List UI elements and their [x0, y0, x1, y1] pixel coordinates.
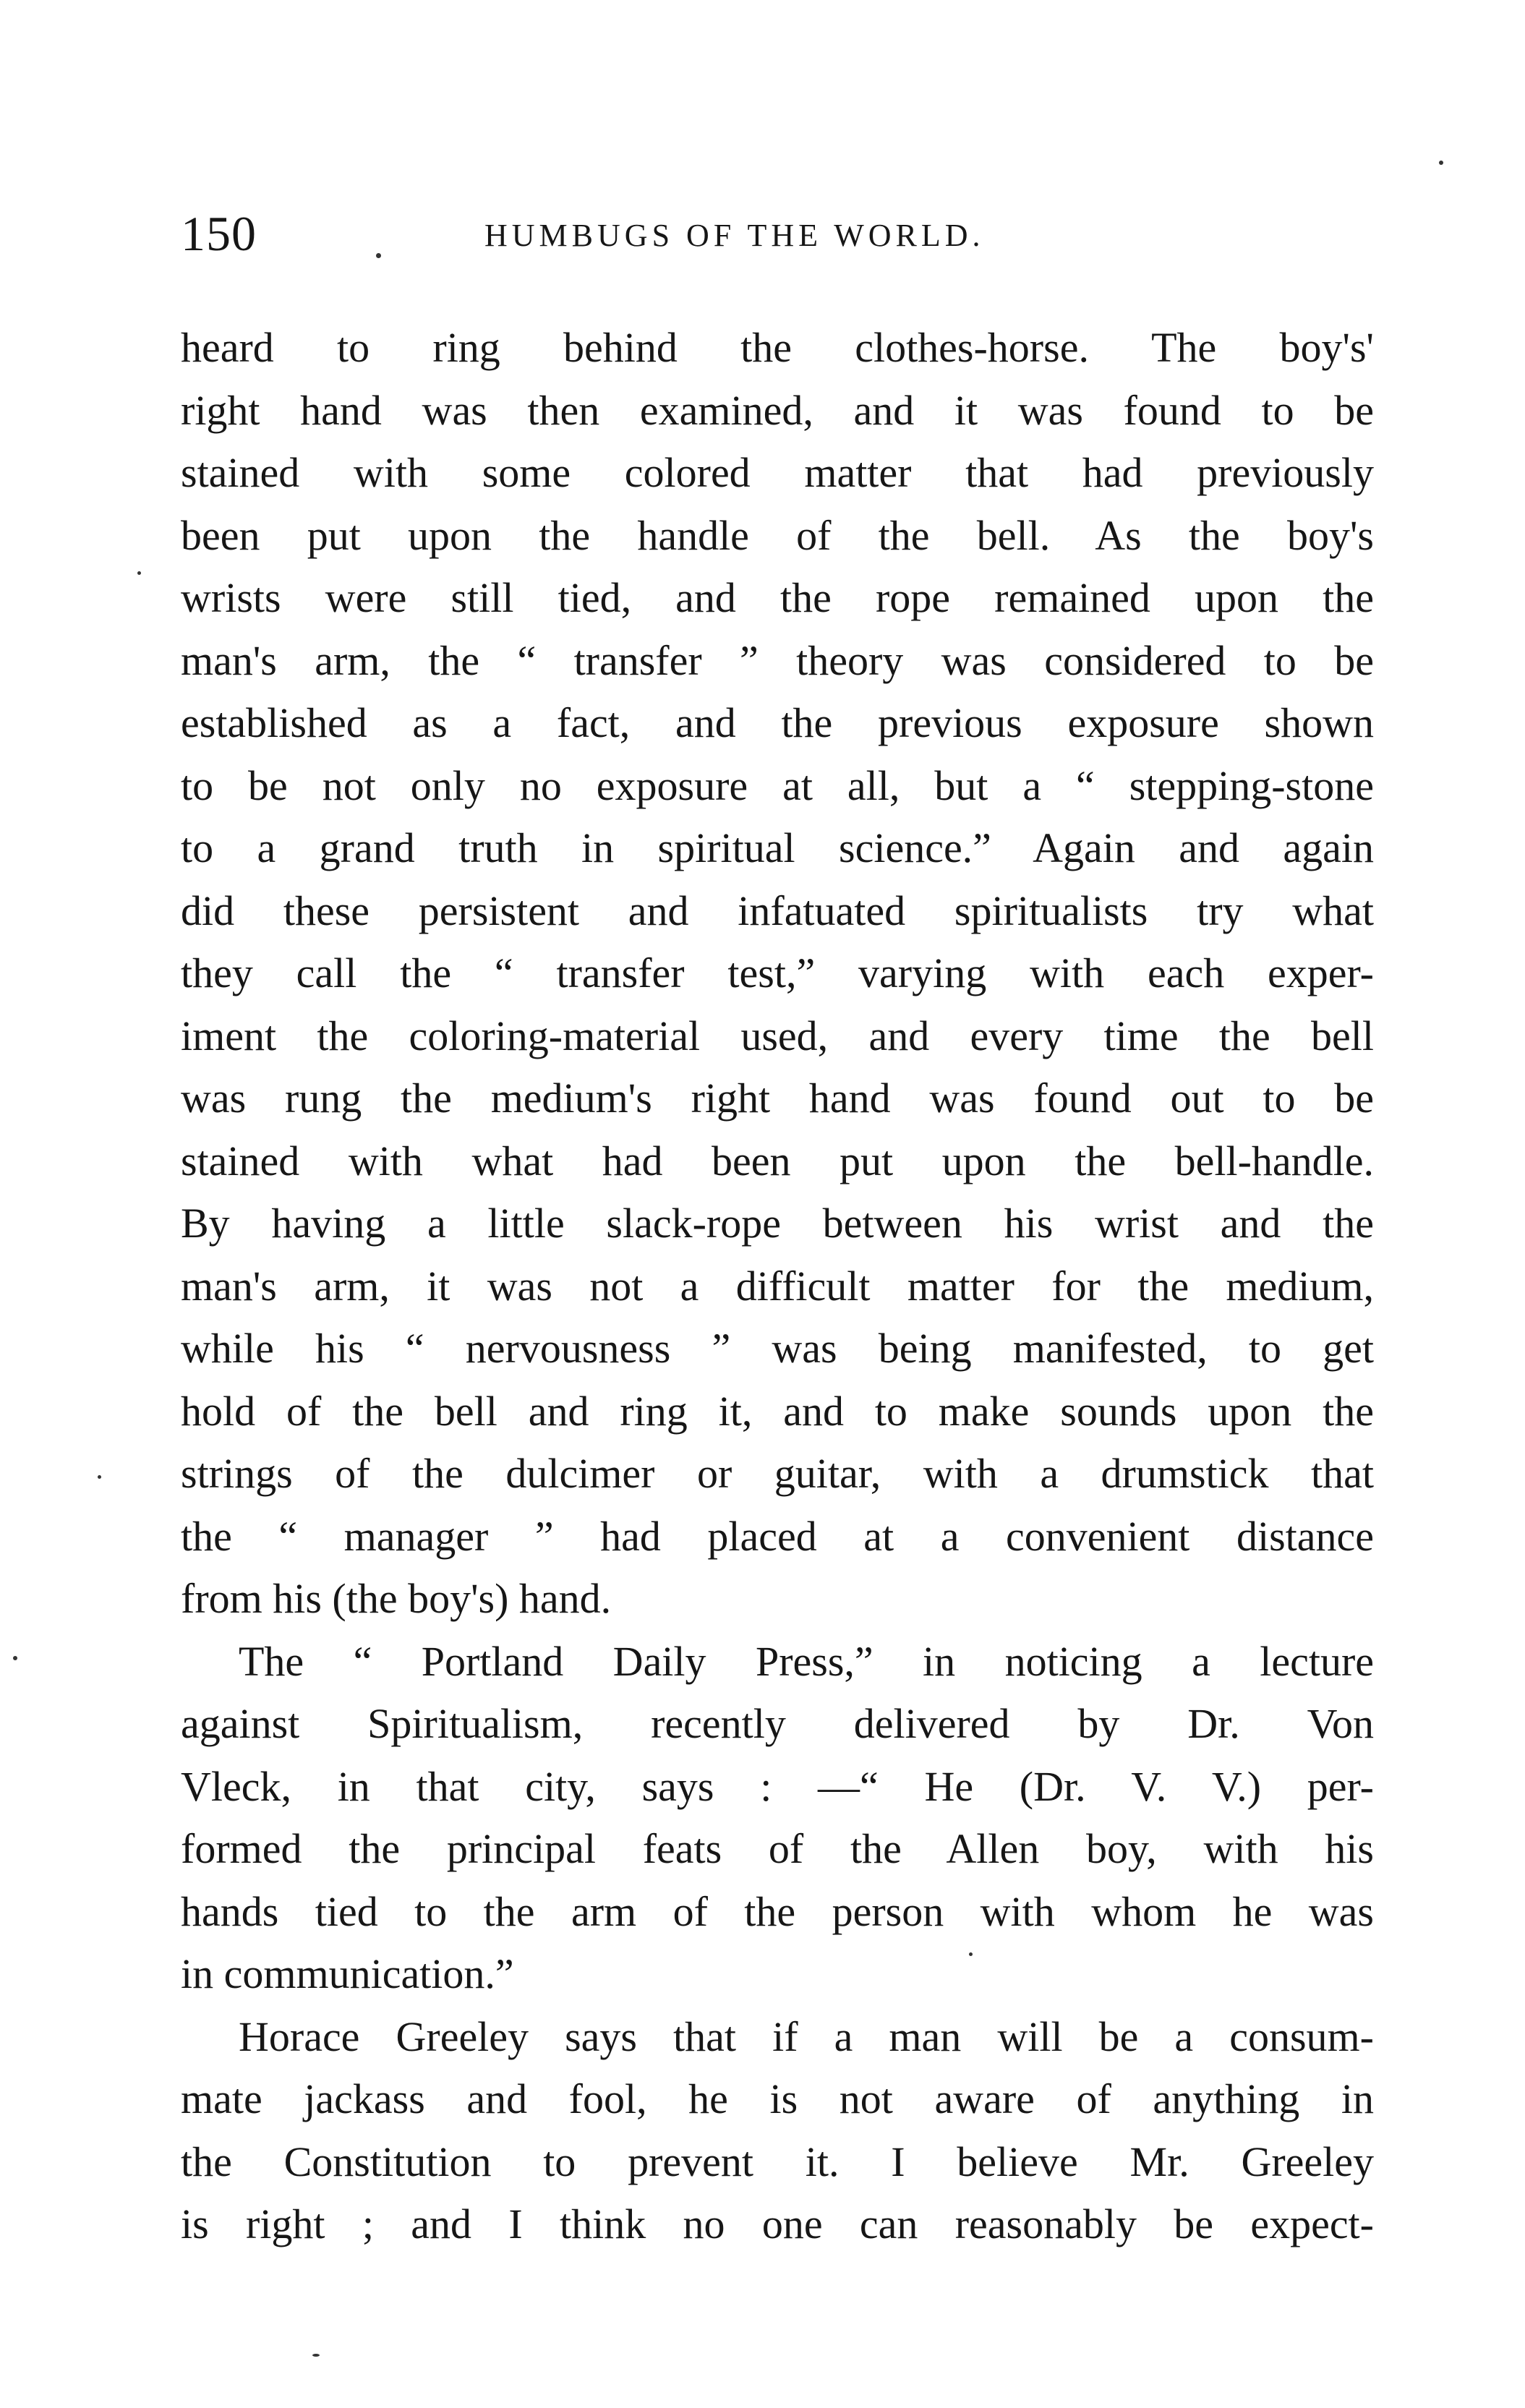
text-line: the Constitution to prevent it. I believe Mr. Greeley — [181, 2138, 1374, 2185]
text-line: Horace Greeley says that if a man will be a consum- — [239, 2012, 1374, 2060]
running-title: HUMBUGS OF THE WORLD. — [484, 218, 985, 253]
text-line: they call the “ transfer test,” varying with each exper- — [181, 949, 1374, 996]
text-line: to a grand truth in spiritual science.” Again and again — [181, 824, 1374, 871]
text-line: heard to ring behind the clothes-horse. The boy's' — [181, 324, 1374, 371]
text-line: against Spiritualism, recently delivered by Dr. Von — [181, 1700, 1374, 1747]
ink-speck — [98, 1475, 101, 1479]
running-head — [181, 201, 1367, 266]
text-line: stained with some colored matter that had previously — [181, 449, 1374, 496]
text-line: By having a little slack-rope between his wrist and the — [181, 1200, 1374, 1247]
text-line: mate jackass and fool, he is not aware of anything in — [181, 2075, 1374, 2122]
text-line: established as a fact, and the previous exposure shown — [181, 699, 1374, 746]
text-line: man's arm, it was not a difficult matter for the medium, — [181, 1262, 1374, 1310]
ink-speck — [376, 253, 381, 258]
body-text — [181, 317, 1374, 2256]
text-line: The “ Portland Daily Press,” in noticing a lecture — [239, 1637, 1374, 1685]
text-line: hands tied to the arm of the person with whom he was — [181, 1887, 1374, 1935]
text-line: the “ manager ” had placed at a convenient distance — [181, 1512, 1374, 1560]
text-line: Vleck, in that city, says : —“ He (Dr. V. V.) per- — [181, 1762, 1374, 1810]
text-line: wrists were still tied, and the rope remained upon the — [181, 574, 1374, 621]
text-line: been put upon the handle of the bell. As the boy's — [181, 511, 1374, 559]
text-line: did these persistent and infatuated spiritualists try what — [181, 887, 1374, 934]
text-line: stained with what had been put upon the bell-handle. — [181, 1137, 1374, 1184]
text-line: to be not only no exposure at all, but a “ stepping-stone — [181, 761, 1374, 809]
text-line: man's arm, the “ transfer ” theory was considered to be — [181, 636, 1374, 684]
ink-speck — [1439, 161, 1443, 165]
text-line: right hand was then examined, and it was found to be — [181, 386, 1374, 434]
text-line: in communication.” — [181, 1950, 514, 1997]
text-line: from his (the boy's) hand. — [181, 1575, 612, 1622]
text-line: formed the principal feats of the Allen boy, with his — [181, 1825, 1374, 1872]
text-line: was rung the medium's right hand was found out to be — [181, 1075, 1374, 1122]
ink-speck — [312, 2354, 320, 2357]
ink-speck — [969, 1952, 973, 1956]
ink-speck — [137, 571, 141, 575]
text-line: while his “ nervousness ” was being manifested, to get — [181, 1325, 1374, 1372]
text-line: strings of the dulcimer or guitar, with a drumstick that — [181, 1450, 1374, 1497]
ink-speck — [13, 1656, 17, 1660]
text-line: hold of the bell and ring it, and to make sounds upon the — [181, 1387, 1374, 1435]
page-number: 150 — [181, 206, 257, 261]
text-line: is right ; and I think no one can reasonably be expect- — [181, 2200, 1374, 2247]
text-line: iment the coloring-material used, and every time the bell — [181, 1012, 1374, 1059]
